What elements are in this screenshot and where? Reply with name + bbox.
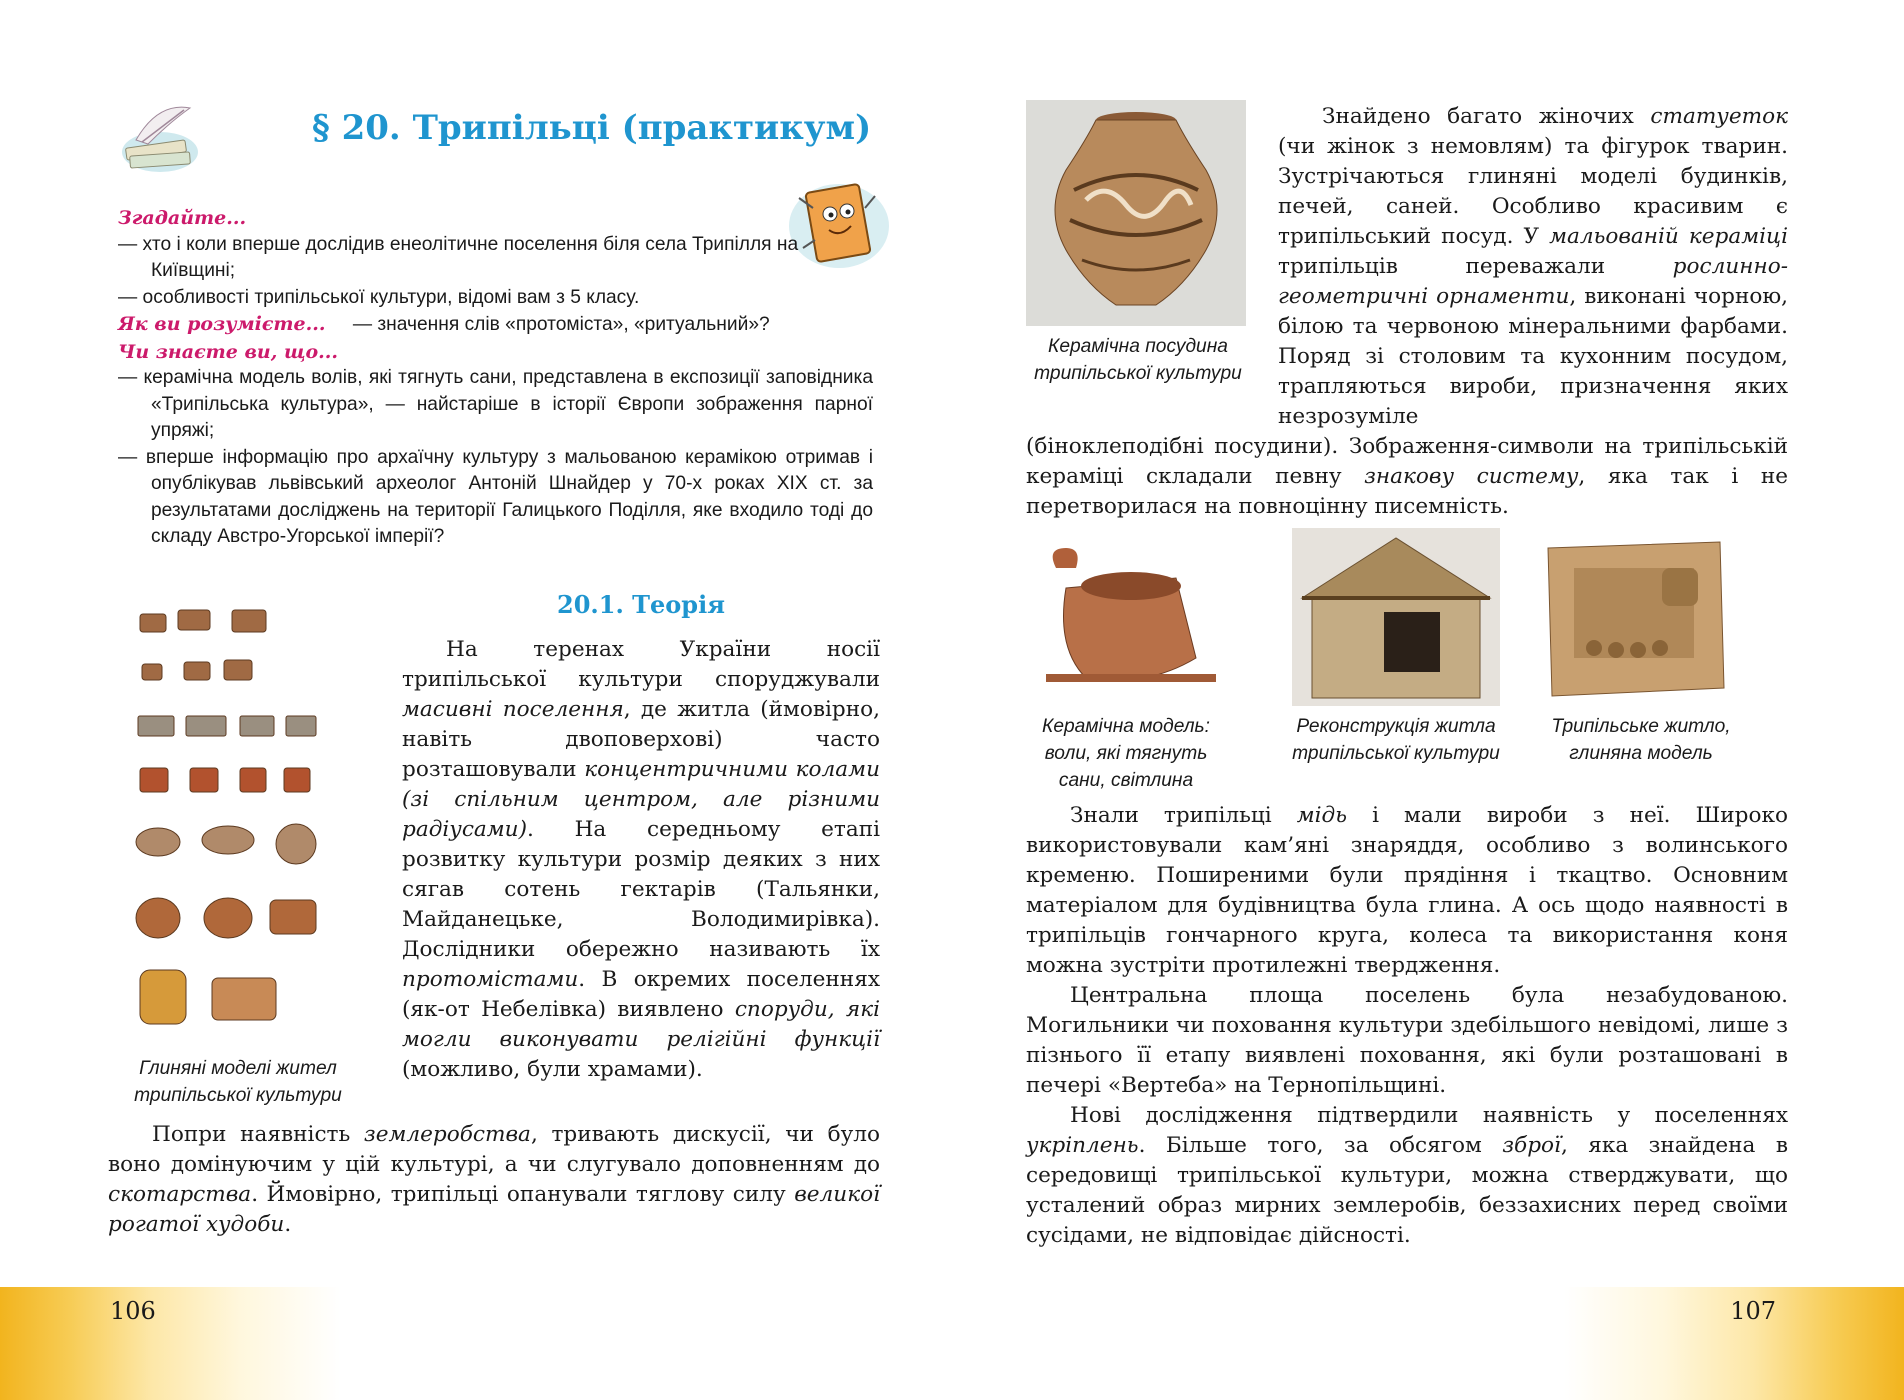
emphasis-term: великої рогатої худоби <box>108 1182 880 1237</box>
text-run: , де житла (ймовірно, навіть двоповерхові) часто розташовували <box>402 697 880 782</box>
dwelling-reconstruction-photo <box>1292 528 1500 706</box>
understand-text: — значення слів «протоміста», «ритуальний»? <box>352 314 770 335</box>
paragraph <box>1026 801 1788 981</box>
recall-cue: Згадайте... <box>118 207 247 229</box>
house-models-figure <box>128 600 354 1036</box>
text-run: Знали трипільці <box>1070 803 1297 828</box>
theory-paragraph-2 <box>108 1120 880 1240</box>
recall-item: — хто і коли вперше дослідив енеолітичне поселення біля села Трипілля на Київщині; <box>118 233 799 281</box>
right-paragraphs-2-4 <box>1026 801 1788 1251</box>
text-run: трипільців переважали <box>1278 254 1673 279</box>
emphasis-term: протомістами <box>402 967 579 992</box>
text-run: Попри наявність <box>152 1122 364 1147</box>
know-item: — керамічна модель волів, які тягнуть сани, представлена в експозиції заповідника «Трипільська культура», — найстаріше в історії Європи зображення парної упряжі; <box>118 367 873 441</box>
text-run: , виконані чорною, білою та червоною мінеральними фарбами. Поряд зі столовим та кухонним посудом, трапляються вироби, призначення яких незрозуміле <box>1278 284 1788 429</box>
text-run: , яка знайдена в середовищі трипільської культури, можна стверджувати, що усталений образ мирних землеробів, беззахисних перед своїми сусідами, не відповідає дійсності. <box>1026 1133 1788 1248</box>
emphasis-term: мідь <box>1296 803 1347 828</box>
text-run: (можливо, були храмами). <box>402 1057 703 1082</box>
emphasis-term: масивні поселення <box>402 697 624 722</box>
section-title: 20.1. Теорія <box>557 590 725 619</box>
emphasis-term: укріплень <box>1026 1133 1139 1158</box>
know-cue: Чи знаєте ви, що... <box>118 340 339 363</box>
paragraph <box>108 1120 880 1240</box>
photo-caption: Керамічна модель: воли, які тягнуть сани, світлина <box>1042 716 1210 791</box>
paragraph <box>1026 981 1788 1101</box>
text-run: Знайдено багато жіночих <box>1322 104 1651 129</box>
paragraph <box>1278 102 1788 432</box>
right-paragraph-1 <box>1278 102 1788 432</box>
text-run: На теренах України носії трипільської культури споруджували <box>402 637 880 692</box>
text-run: , тривають дискусії, чи було воно домінуючим у цій культурі, а чи слугувало доповненням до <box>108 1122 880 1177</box>
oxen-sled-model-photo <box>1026 528 1226 706</box>
text-run: Нові дослідження підтвердили наявність у поселеннях <box>1070 1103 1788 1128</box>
paragraph <box>402 635 880 1085</box>
text-run: . В окремих поселеннях (як-от Небелівка) виявлено <box>402 967 880 1022</box>
know-item: — вперше інформацію про архаїчну культуру з мальованою керамікою отримав і опублікував львівський археолог Антоній Шнайдер у 70-х роках XIX ст. за результатами досліджень на території Галицького Поділля, яке входило тоді до складу Австро-Угорської імперії? <box>118 446 873 547</box>
paragraph <box>1026 432 1788 522</box>
emphasis-term: зброї <box>1502 1133 1561 1158</box>
paragraph <box>1026 1101 1788 1251</box>
emphasis-term: землеробства <box>363 1122 531 1147</box>
intro-block <box>118 205 873 551</box>
vessel-caption: Керамічна посудина трипільської культури <box>1034 336 1242 384</box>
emphasis-term: концентричними колами (зі спільним центром, але різними радіусами) <box>402 757 880 842</box>
dwelling-clay-model-photo <box>1534 528 1734 706</box>
page-title: § 20. Трипільці (практикум) <box>312 108 872 148</box>
understand-cue: Як ви розумієте... <box>118 313 326 335</box>
figure-caption: Глиняні моделі жител трипільської культури <box>134 1058 342 1106</box>
text-run: . <box>284 1212 292 1237</box>
recall-item: — особливості трипільської культури, відомі вам з 5 класу. <box>118 286 640 308</box>
emphasis-term: скотарства <box>108 1182 252 1207</box>
feather-book-icon <box>118 100 204 180</box>
photo-caption: Трипільське житло, глиняна модель <box>1551 716 1731 764</box>
text-run: . Ймовірно, трипільці опанували тяглову силу <box>251 1182 795 1207</box>
right-paragraph-1b <box>1026 432 1788 522</box>
understand-line <box>118 311 873 339</box>
theory-paragraph-1 <box>402 635 880 1085</box>
text-run: (біноклеподібні посудини). Зображення-символи на трипільській кераміці складали певну <box>1026 434 1788 489</box>
emphasis-term: знакову систему <box>1364 464 1579 489</box>
text-run: Центральна площа поселень була незабудованою. Могильники чи поховання культури здебільшого невідомі, лише з пізнього її етапу виявлені поховання, які були розташовані в печері «Вертеба» на Тернопільщині. <box>1026 983 1788 1098</box>
ceramic-vessel-photo <box>1026 100 1246 326</box>
emphasis-term: рослинно-геометричні орнаменти <box>1278 254 1788 309</box>
text-run: і мали вироби з неї. Широко використовували кам’яні знаряддя, особливо з волинського кременю. Поширеними були прядіння і ткацтво. Основним матеріалом для будівництва була глина. А ось щодо наявності в трипільців гончарного круга, колеса та використання коня можна зустріти протилежні твердження. <box>1026 803 1788 978</box>
page-number: 107 <box>1730 1297 1776 1325</box>
text-run: . На середньому етапі розвитку культури розмір деяких з них сягав сотень гектарів (Тальянки, Майданецьке, Володимирівка). Дослідники обережно називають їх <box>402 817 880 962</box>
right-page <box>952 0 1904 1400</box>
page-number: 106 <box>110 1297 156 1325</box>
emphasis-term: споруди, які могли виконувати релігійні функції <box>402 997 880 1052</box>
text-run: (чи жінок з немовлям) та фігурок тварин. Зустрічаються глиняні моделі будинків, печей, саней. Особливо красивим є трипільський посуд. У <box>1278 134 1788 249</box>
emphasis-term: мальованій кераміці <box>1549 224 1788 249</box>
text-run: . Більше того, за обсягом <box>1138 1133 1503 1158</box>
emphasis-term: статуеток <box>1650 104 1788 129</box>
photo-caption: Реконструкція житла трипільської культури <box>1292 716 1500 764</box>
text-run: , яка так і не перетворилася на повноцінну писемність. <box>1026 464 1789 519</box>
